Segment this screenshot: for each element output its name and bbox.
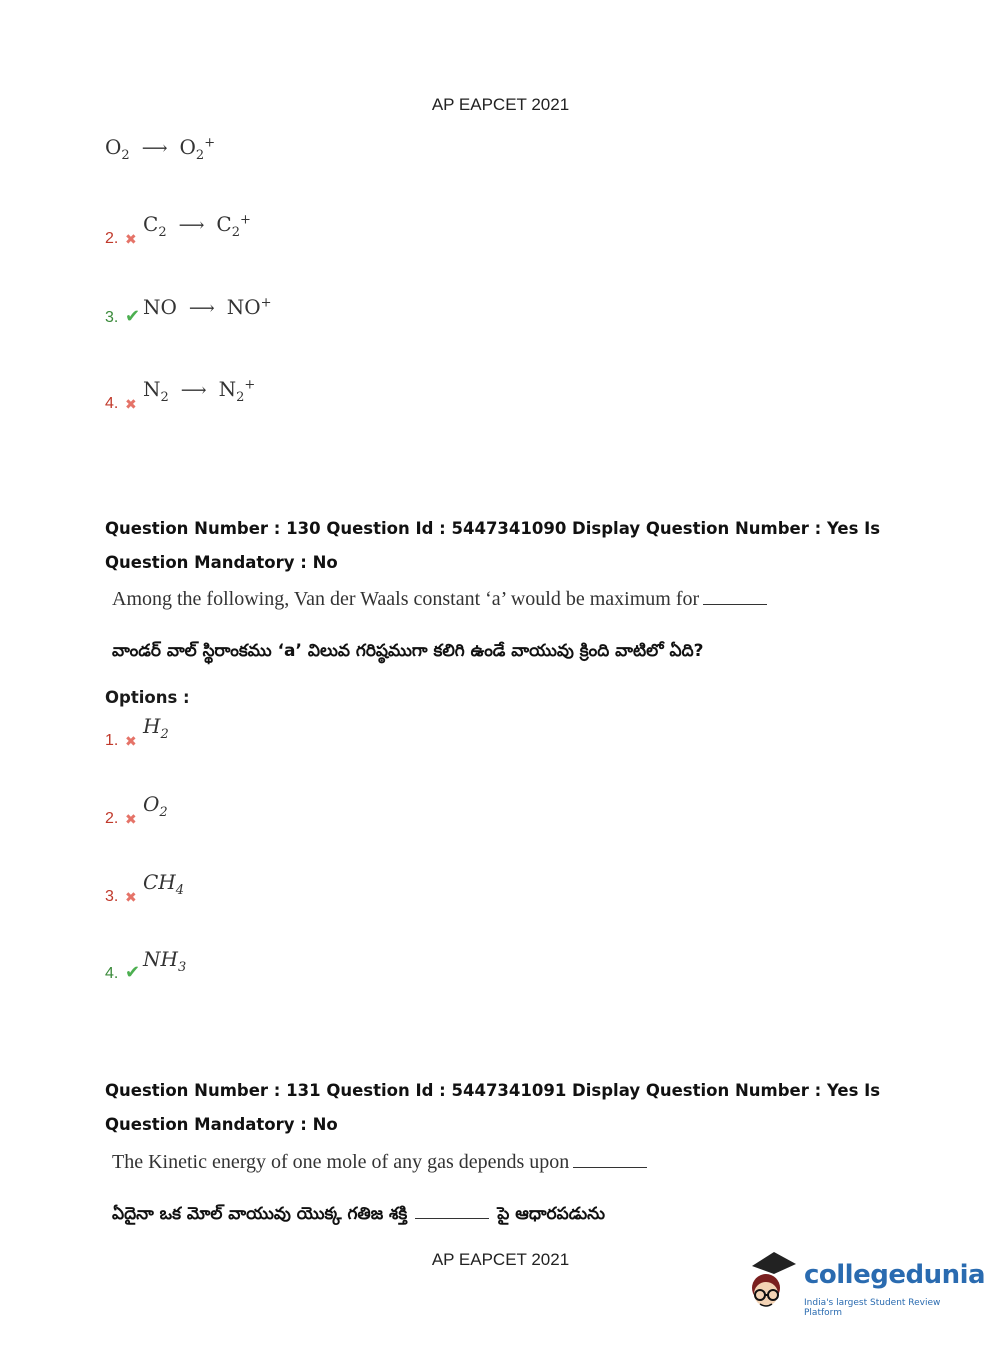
prev-option-2 [105,212,251,248]
option-formula: NO ⟶ NO+ [143,295,272,319]
option-formula: $N_2$ ⟶ $N_2^+$ [143,377,256,405]
option-formula: $CH_4$ [143,870,185,898]
q130-option-2 [105,792,168,828]
option-number: 2. [105,810,119,827]
option-formula: $O_2$ ⟶ $O_2^+$ [105,135,216,163]
page-footer: AP EAPCET 2021 [431,1250,570,1269]
prev-option-3 [105,295,272,327]
option-number: 4. [105,395,119,412]
collegedunia-logo [742,1248,986,1318]
cross-icon: ✖ [125,889,137,905]
option-number: 2. [105,230,119,247]
cross-icon: ✖ [125,396,137,412]
logo-tagline: India's largest Student Review Platform [804,1298,941,1318]
option-number: 3. [105,309,119,326]
q130-option-4 [105,947,187,983]
question-131-text: The Kinetic energy of one mole of any gas depends upon [112,1151,647,1174]
options-label: Options : [105,688,190,707]
option-formula: $H_2$ [143,714,169,742]
option-formula: $O_2$ [143,792,168,820]
question-131-header: Question Number : 131 Question Id : 5447341091 Display Question Number : Yes Is Question Mandatory : No [105,1081,881,1134]
option-number: 1. [105,732,119,749]
question-130-header: Question Number : 130 Question Id : 5447341090 Display Question Number : Yes Is Question Mandatory : No [105,519,881,572]
prev-option-1 [105,135,215,163]
option-formula: $NH_3$ [143,947,187,975]
cross-icon: ✖ [125,811,137,827]
option-formula: $C_2$ ⟶ $C_2^+$ [143,212,251,240]
prev-option-4 [105,377,256,413]
q130-option-1 [105,714,169,750]
option-number: 3. [105,888,119,905]
option-number: 4. [105,965,119,982]
mascot-icon [742,1248,804,1318]
question-131-telugu: ఏదైనా ఒక మోల్ వాయువు యొక్క గతిజ శక్తి పై ఆధారపడును [112,1204,605,1224]
page-header: AP EAPCET 2021 [431,95,570,114]
cross-icon: ✖ [125,733,137,749]
logo-wordmark: collegedunia [804,1260,986,1290]
question-130-text: Among the following, Van der Waals constant ‘a’ would be maximum for [112,588,767,611]
question-130-telugu: వాండర్ వాల్ స్థిరాంకము ‘a’ విలువ గరిష్ఠముగా కలిగి ఉండే వాయువు క్రింది వాటిలో ఏది? [112,641,704,661]
check-icon: ✔ [125,962,141,982]
cross-icon: ✖ [125,231,137,247]
check-icon: ✔ [125,306,141,326]
q130-option-3 [105,870,185,906]
